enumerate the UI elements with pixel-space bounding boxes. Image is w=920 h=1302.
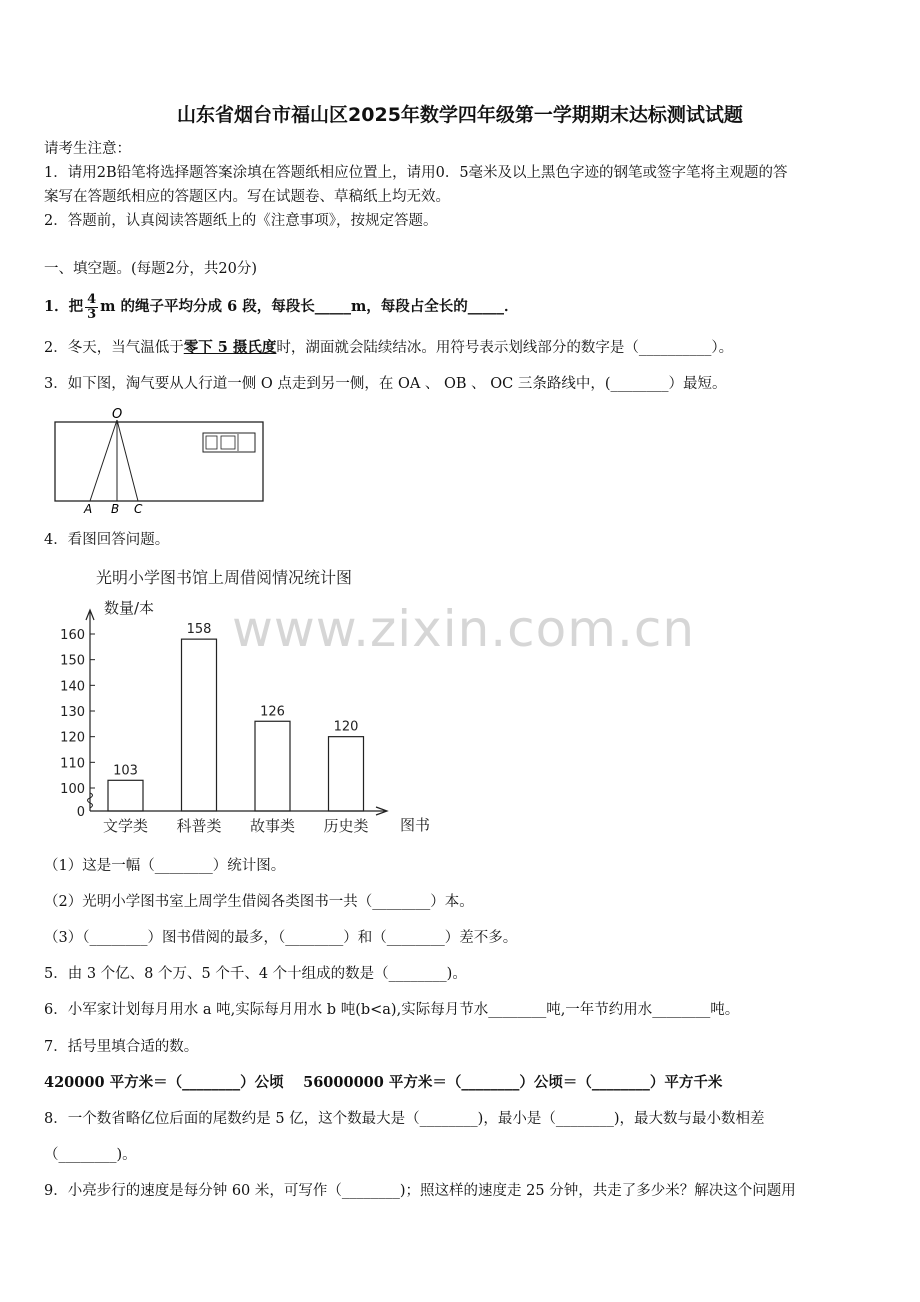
path-oc — [117, 420, 138, 501]
question-2 — [44, 338, 733, 358]
label-c: C — [134, 502, 143, 516]
notice-item-1b: 案写在答题纸相应的答题区内。写在试题卷、草稿纸上均无效。 — [44, 189, 450, 205]
road-rect — [55, 422, 263, 501]
data-label: 158 — [186, 622, 212, 638]
notice-item-2: 2．答题前，认真阅读答题纸上的《注意事项》，按规定答题。 — [44, 213, 438, 229]
notice-header: 请考生注意： — [44, 141, 131, 157]
car-icon — [203, 433, 255, 452]
bar — [182, 639, 217, 811]
question-4-2: （2）光明小学图书室上周学生借阅各类图书一共（________）本。 — [44, 894, 474, 910]
q2-suffix: 时，湖面就会陆续结冰。用符号表示划线部分的数字是（__________）。 — [276, 340, 734, 356]
y-tick-label: 130 — [60, 705, 85, 720]
y-tick-label: 110 — [60, 756, 85, 772]
question-8b: （________)。 — [44, 1147, 137, 1163]
watermark: www.zixin.com.cn — [232, 600, 696, 658]
fraction — [85, 293, 98, 322]
x-axis-label: 图书 — [400, 816, 431, 834]
label-a: A — [84, 502, 93, 516]
label-b: B — [111, 502, 120, 516]
question-8a: 8．一个数省略亿位后面的尾数约是 5 亿，这个数最大是（________)，最小是（________)，最大数与最小数相差 — [44, 1111, 765, 1127]
section-heading: 一、填空题。(每题2分，共20分) — [44, 261, 257, 277]
y-axis-label: 数量/本 — [104, 599, 155, 617]
bar — [108, 780, 143, 811]
question-7: 7．括号里填合适的数。 — [44, 1039, 199, 1055]
data-label: 126 — [260, 704, 285, 720]
question-4: 4．看图回答问题。 — [44, 532, 170, 548]
path-oa — [90, 420, 117, 501]
q2-prefix: 2．冬天，当气温低于 — [44, 340, 184, 356]
page-title: 山东省烟台市福山区2025年数学四年级第一学期期末达标测试试题 — [177, 104, 743, 126]
bar — [255, 721, 290, 811]
category-label: 文学类 — [102, 817, 149, 835]
y-tick-label: 100 — [60, 782, 85, 797]
question-4-3: （3）（________）图书借阅的最多，（________）和（________）差不多。 — [44, 930, 518, 946]
question-4-1: （1）这是一幅（________）统计图。 — [44, 858, 286, 874]
y-tick-label: 120 — [60, 730, 85, 746]
question-9: 9．小亮步行的速度是每分钟 60 米，可写作（________)；照这样的速度走 25 分钟，共走了多少米？解决这个问题用 — [44, 1183, 796, 1199]
q1-suffix: m 的绳子平均分成 6 段，每段长_____m，每段占全长的_____． — [100, 298, 519, 315]
fraction-numerator: 4 — [87, 291, 97, 307]
category-label: 历史类 — [323, 817, 369, 835]
y-tick-label: 140 — [60, 679, 85, 695]
y-tick-label: 150 — [60, 653, 85, 669]
fraction-denominator: 3 — [87, 306, 97, 322]
question-1 — [44, 290, 519, 324]
question-6: 6．小军家计划每月用水 a 吨,实际每月用水 b 吨(b<a),实际每月节水________吨,一年节约用水________吨。 — [44, 1002, 740, 1018]
question-3: 3．如下图，淘气要从人行道一侧 O 点走到另一侧，在 OA 、 OB 、 OC 三条路线中，(________）最短。 — [44, 376, 727, 392]
bar — [329, 737, 364, 811]
label-o: O — [112, 407, 123, 422]
data-label: 120 — [333, 719, 359, 735]
category-label: 科普类 — [176, 817, 222, 835]
y-tick-label: 160 — [60, 628, 85, 643]
notice-item-1a: 1．请用2B铅笔将选择题答案涂填在答题纸相应位置上，请用0．5毫米及以上黑色字迹的钢笔或签字笔将主观题的答 — [44, 165, 788, 181]
question-5: 5．由 3 个亿、8 个万、5 个千、4 个十组成的数是（________)。 — [44, 966, 467, 982]
q2-underlined: 零下 5 摄氏度 — [183, 339, 277, 356]
q1-prefix: 1．把 — [44, 298, 84, 315]
chart-title: 光明小学图书馆上周借阅情况统计图 — [96, 568, 353, 587]
y-tick-label: 0 — [76, 805, 85, 820]
category-label: 故事类 — [249, 817, 296, 835]
question-7-line: 420000 平方米＝（________）公顷 56000000 平方米＝（________）公顷＝（________）平方千米 — [44, 1074, 723, 1091]
data-label: 103 — [113, 763, 138, 779]
road-diagram — [50, 405, 270, 517]
